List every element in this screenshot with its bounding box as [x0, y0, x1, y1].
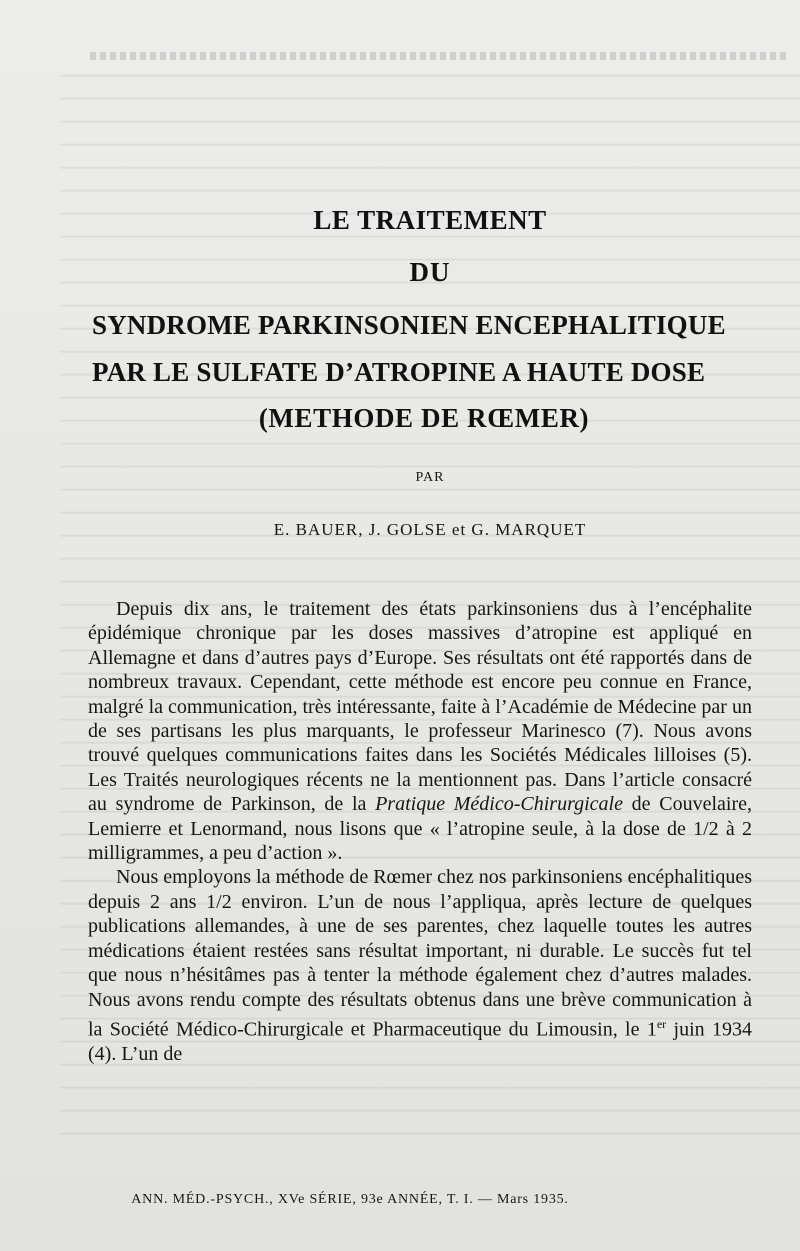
paragraph-2-superscript: er	[656, 1016, 667, 1031]
paragraph-1-italic: Pratique Médico-Chirurgicale	[375, 793, 623, 816]
paragraph-1-text-b: de Couvelaire, Lemierre et Lenormand, nous lisons que « l’atropine seule, à la dose de 1/2 à 2 milligrammes, a peu d’action ».	[88, 793, 752, 865]
title-line-2: DU	[409, 257, 451, 287]
show-through-header	[90, 52, 790, 60]
paragraph-1	[88, 597, 752, 865]
paragraph-1-text-a: Depuis dix ans, le traitement des états parkinsoniens dus à l’encéphalite épidémique chronique par les doses massives d’atropine est appliqué en Allemagne et dans d’autres pays d’Europe. Ses résultats ont été rapportés dans de nombreux travaux. Cependant, cette méthode est encore peu connue en France, malgré la communication, très intéressante, faite à l’Académie de Médecine par un de ses partisans les plus marquants, le professeur Marinesco (7). Nous avons trouvé quelques communications faites dans les Sociétés Médicales lilloises (5). Les Traités neurologiques récents ne la mentionnent pas. Dans l’article consacré au syndrome de Parkinson, de la	[88, 598, 752, 816]
title-line-4: PAR LE SULFATE D’ATROPINE A HAUTE DOSE	[92, 357, 706, 387]
article-body	[88, 597, 752, 1066]
paragraph-2-text-b: juin 1934 (4). L’un de	[88, 1018, 752, 1065]
title-line-1: LE TRAITEMENT	[313, 205, 547, 235]
title-line-5: (METHODE DE RŒMER)	[258, 403, 590, 433]
paragraph-2-text-a: Nous employons la méthode de Rœmer chez nos parkinsoniens encéphalitiques depuis 2 ans 1/2 environ. L’un de nous l’appliqua, après lecture de quelques publications allemandes, à une de ses parentes, chez laquelle toutes les autres médications étaient restées sans résultat important, ni durable. Le succès fut tel que nous n’hésitâmes pas à tenter la méthode également chez d’autres malades. Nous avons rendu compte des résultats obtenus dans une brève communication à la Société Médico-Chirurgicale et Pharmaceutique du Limousin, le 1	[88, 866, 752, 1041]
title-line-3: SYNDROME PARKINSONIEN ENCEPHALITIQUE	[92, 310, 726, 340]
byline-par: PAR	[415, 470, 445, 485]
journal-footer: ANN. MÉD.-PSYCH., XVe SÉRIE, 93e ANNÉE, T. I. — Mars 1935.	[131, 1192, 569, 1207]
paragraph-2	[88, 865, 752, 1066]
authors: E. BAUER, J. GOLSE et G. MARQUET	[273, 520, 587, 539]
